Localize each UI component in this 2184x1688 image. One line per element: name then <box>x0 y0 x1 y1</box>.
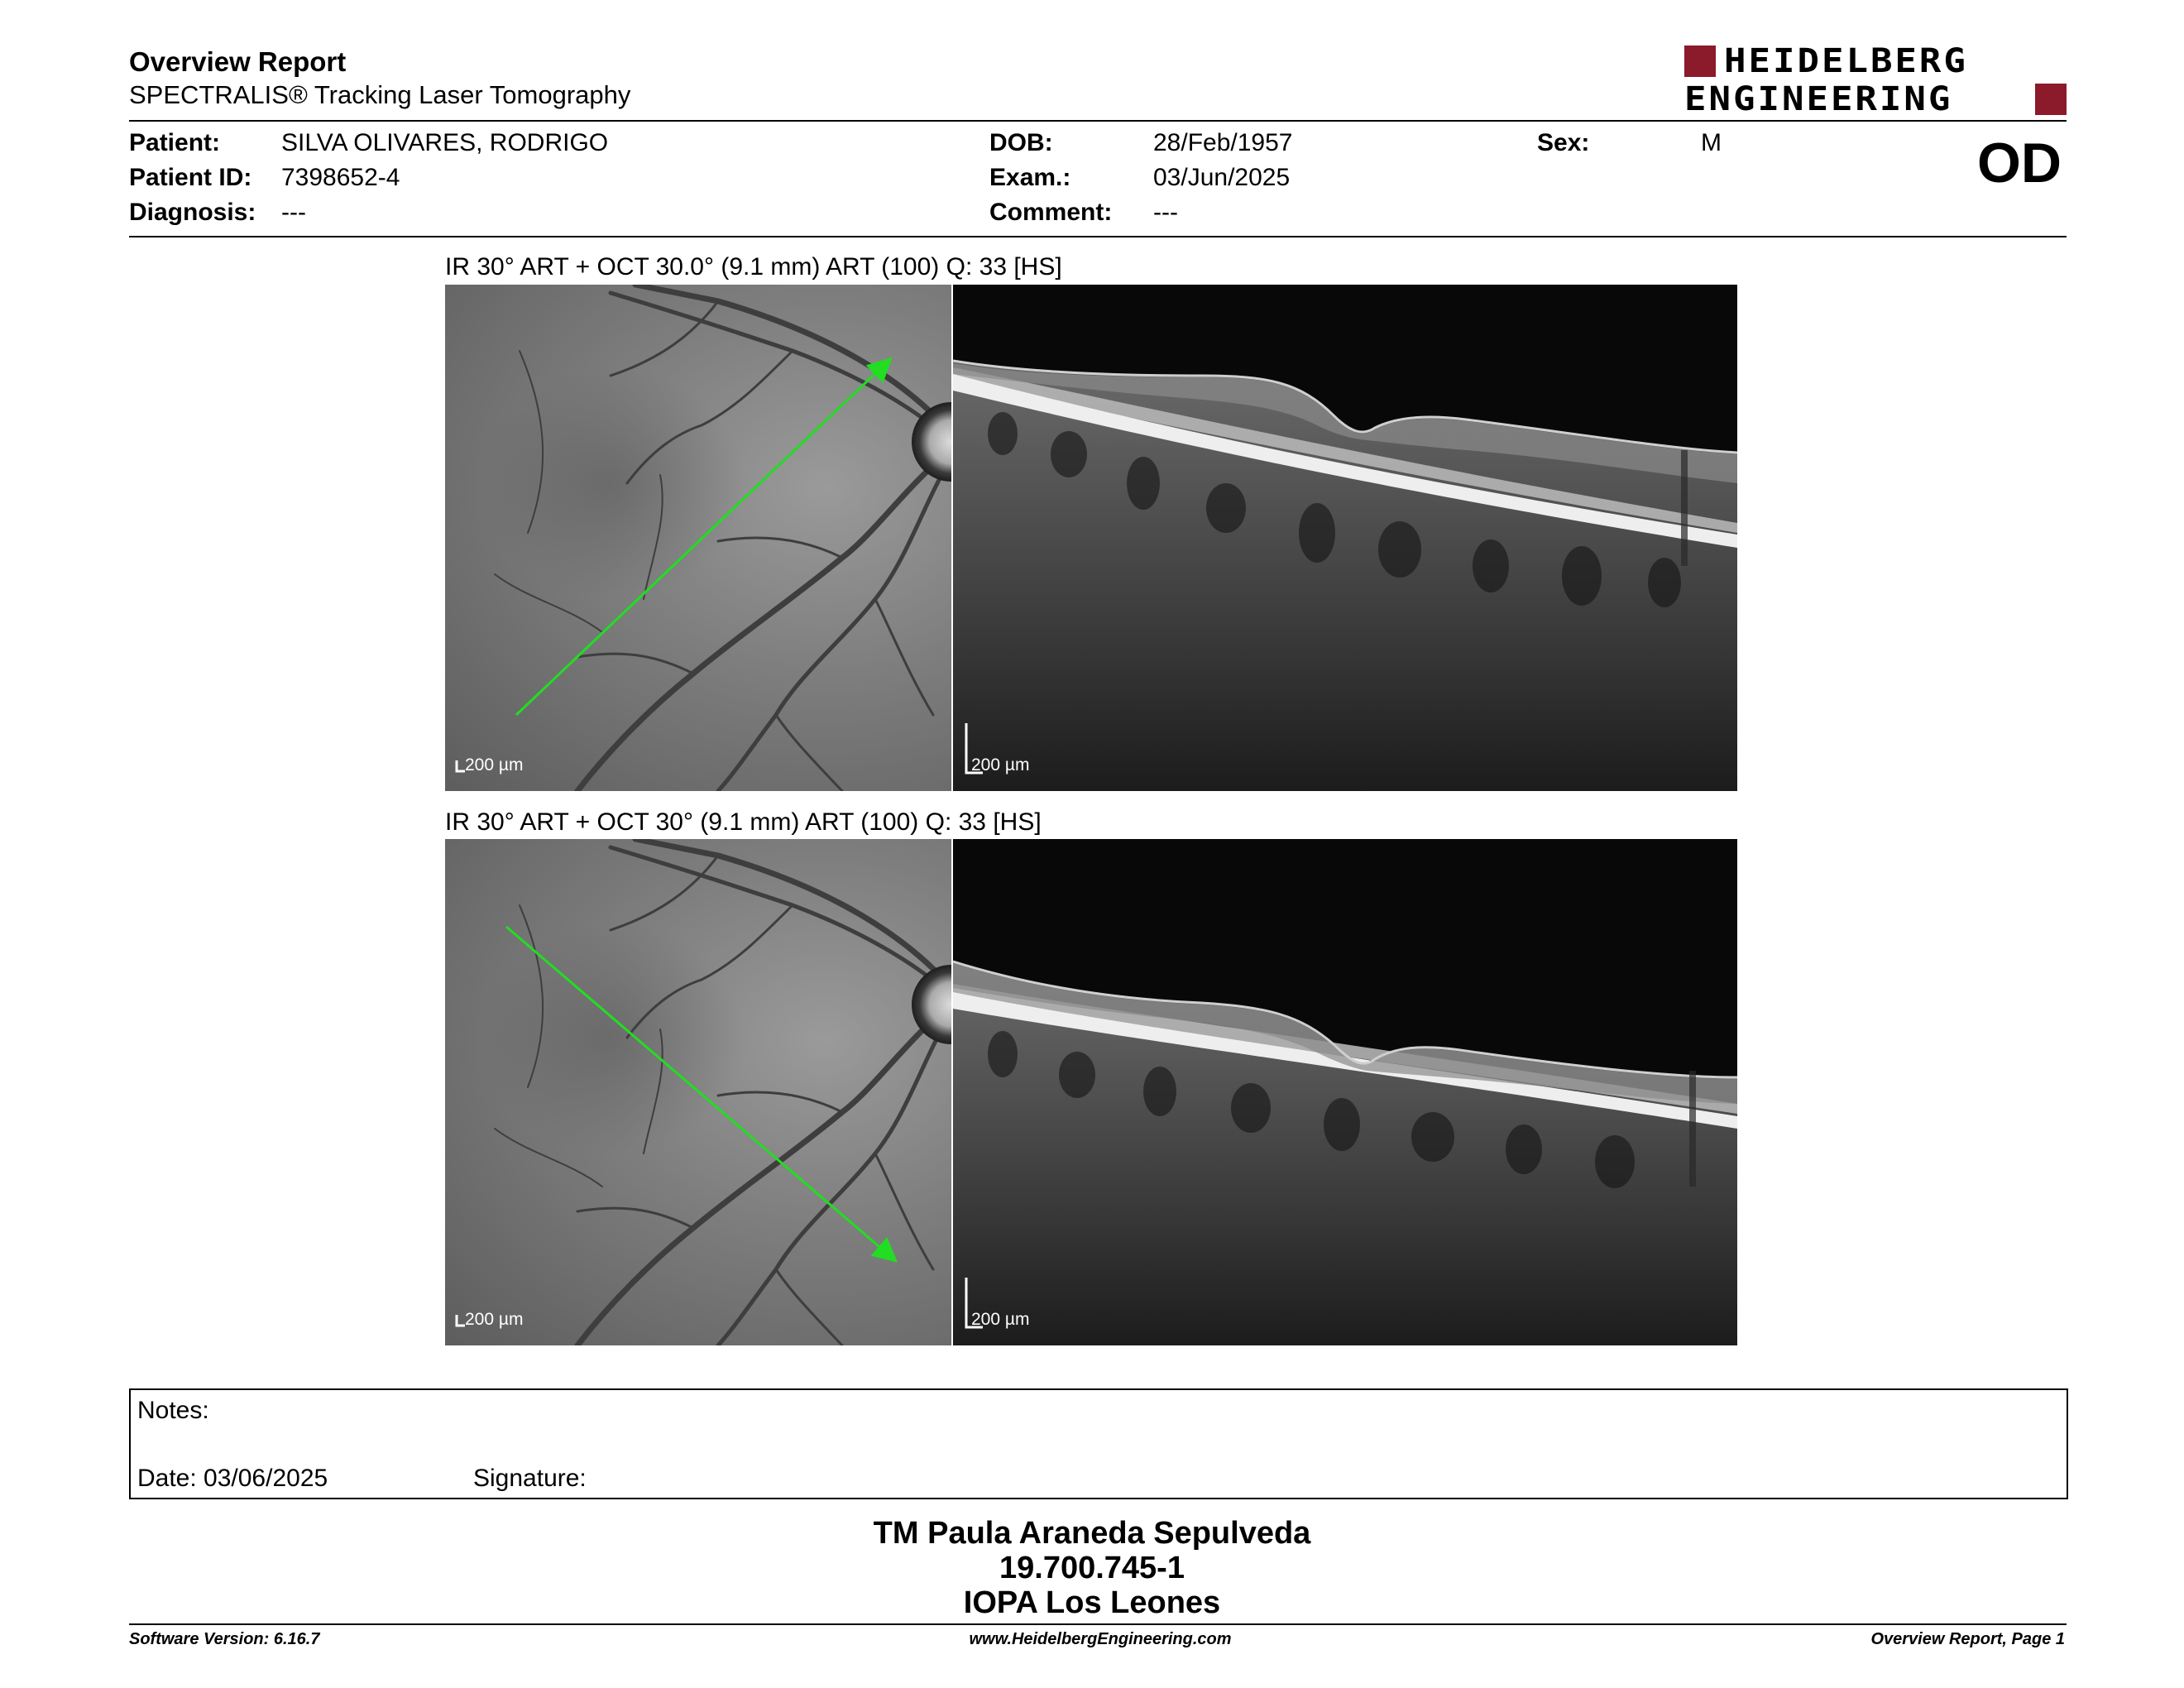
notes-box <box>129 1388 2068 1499</box>
sex-value: M <box>1701 129 1722 156</box>
report-title: Overview Report <box>129 46 347 77</box>
oct-scale-1: 200 µm <box>971 755 1030 774</box>
fundus-scale-1: 200 µm <box>465 755 524 774</box>
scan-caption-2: IR 30° ART + OCT 30° (9.1 mm) ART (100) Q: 33 [HS] <box>445 808 1042 836</box>
diagnosis-value: --- <box>281 199 306 226</box>
oct-scale-2: 200 µm <box>971 1310 1030 1329</box>
patient-label: Patient: <box>129 129 221 156</box>
software-version: Software Version: 6.16.7 <box>129 1630 320 1648</box>
signatory-id: 19.700.745-1 <box>999 1551 1185 1585</box>
logo-square-bottom <box>2035 84 2067 115</box>
patient-id-label: Patient ID: <box>129 164 252 191</box>
dob-value: 28/Feb/1957 <box>1153 129 1293 156</box>
logo-text-line1: HEIDELBERG <box>1724 41 1968 80</box>
patient-name: SILVA OLIVARES, RODRIGO <box>281 129 609 156</box>
oct-bscan-2 <box>953 839 1737 1345</box>
notes-label: Notes: <box>137 1397 209 1424</box>
exam-date: 03/Jun/2025 <box>1153 164 1291 191</box>
fundus-scale-2: 200 µm <box>465 1310 524 1329</box>
heidelberg-logo <box>1684 41 2067 118</box>
signature-label: Signature: <box>473 1465 587 1492</box>
signatory-name: TM Paula Araneda Sepulveda <box>873 1516 1311 1551</box>
patient-divider <box>129 236 2067 237</box>
eye-label: OD <box>1977 132 2062 194</box>
fundus-image-1 <box>445 285 951 791</box>
fundus-image-2 <box>445 839 951 1345</box>
comment-value: --- <box>1153 199 1178 226</box>
signatory-org: IOPA Los Leones <box>963 1585 1221 1620</box>
website-link[interactable]: www.HeidelbergEngineering.com <box>969 1630 1232 1648</box>
scan-caption-1: IR 30° ART + OCT 30.0° (9.1 mm) ART (100) Q: 33 [HS] <box>445 253 1062 281</box>
date-label: Date: 03/06/2025 <box>137 1465 328 1492</box>
logo-square-top <box>1684 46 1716 77</box>
scan-panel-1 <box>445 285 1737 791</box>
scan-panel-2 <box>445 839 1737 1345</box>
dob-label: DOB: <box>989 129 1053 156</box>
header-divider <box>129 120 2067 122</box>
exam-label: Exam.: <box>989 164 1071 191</box>
diagnosis-label: Diagnosis: <box>129 199 256 226</box>
footer-divider <box>129 1623 2067 1625</box>
report-subtitle: SPECTRALIS® Tracking Laser Tomography <box>129 80 631 109</box>
sex-label: Sex: <box>1537 129 1590 156</box>
page-number: Overview Report, Page 1 <box>1870 1630 2065 1648</box>
patient-id: 7398652-4 <box>281 164 400 191</box>
logo-text-line2: ENGINEERING <box>1684 79 1953 118</box>
comment-label: Comment: <box>989 199 1113 226</box>
oct-bscan-1 <box>953 285 1737 791</box>
